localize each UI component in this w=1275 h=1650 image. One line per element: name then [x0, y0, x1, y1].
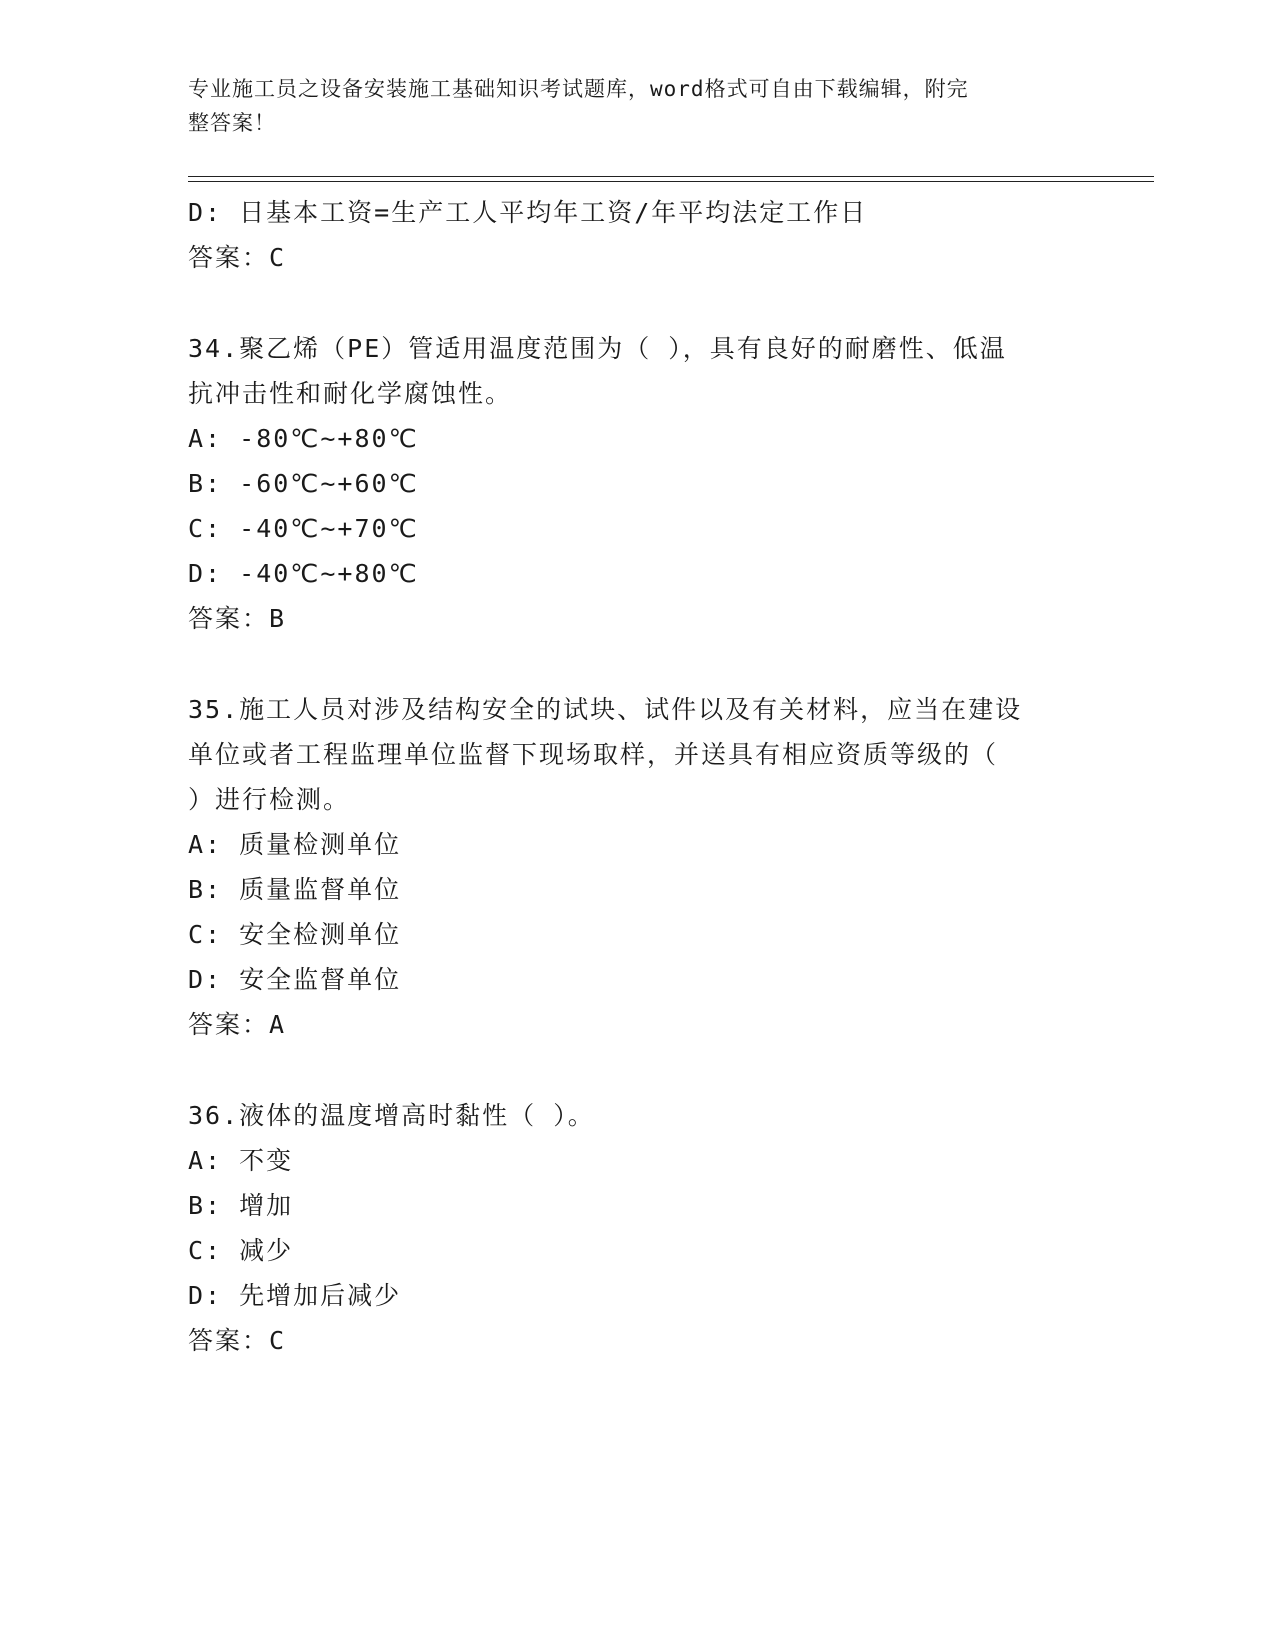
question-stem-line: 34.聚乙烯（PE）管适用温度范围为（ ），具有良好的耐磨性、低温	[188, 334, 1007, 363]
question-35	[188, 687, 1088, 1047]
option-c: C: 减少	[188, 1236, 294, 1265]
option-c: C: 安全检测单位	[188, 920, 402, 949]
header-divider-bottom	[188, 181, 1154, 182]
document-header	[188, 72, 1068, 140]
option-b: B: 质量监督单位	[188, 875, 402, 904]
answer-line: 答案：C	[188, 243, 287, 272]
answer-line: 答案：C	[188, 1326, 287, 1355]
header-line-2: 整答案！	[188, 111, 276, 135]
option-a: A: 不变	[188, 1146, 294, 1175]
option-b: B: -60℃~+60℃	[188, 469, 419, 498]
question-36	[188, 1093, 1088, 1363]
previous-question-tail	[188, 190, 1088, 280]
question-34	[188, 326, 1088, 641]
question-stem-line: 单位或者工程监理单位监督下现场取样，并送具有相应资质等级的（	[188, 740, 999, 769]
option-d: D: 先增加后减少	[188, 1281, 402, 1310]
option-a: A: 质量检测单位	[188, 830, 402, 859]
question-stem-line: 抗冲击性和耐化学腐蚀性。	[188, 379, 513, 408]
question-stem-line: ）进行检测。	[188, 785, 351, 814]
question-stem-line: 35.施工人员对涉及结构安全的试块、试件以及有关材料，应当在建设	[188, 695, 1023, 724]
option-d: D: 日基本工资=生产工人平均年工资/年平均法定工作日	[188, 198, 868, 227]
question-stem-line: 36.液体的温度增高时黏性（ ）。	[188, 1101, 595, 1130]
header-line-1: 专业施工员之设备安装施工基础知识考试题库，word格式可自由下载编辑，附完	[188, 77, 969, 101]
question-list	[188, 190, 1088, 1363]
option-b: B: 增加	[188, 1191, 294, 1220]
option-a: A: -80℃~+80℃	[188, 424, 419, 453]
option-c: C: -40℃~+70℃	[188, 514, 419, 543]
header-divider-top	[188, 176, 1154, 177]
answer-line: 答案：B	[188, 604, 287, 633]
answer-line: 答案：A	[188, 1010, 287, 1039]
option-d: D: 安全监督单位	[188, 965, 402, 994]
option-d: D: -40℃~+80℃	[188, 559, 419, 588]
